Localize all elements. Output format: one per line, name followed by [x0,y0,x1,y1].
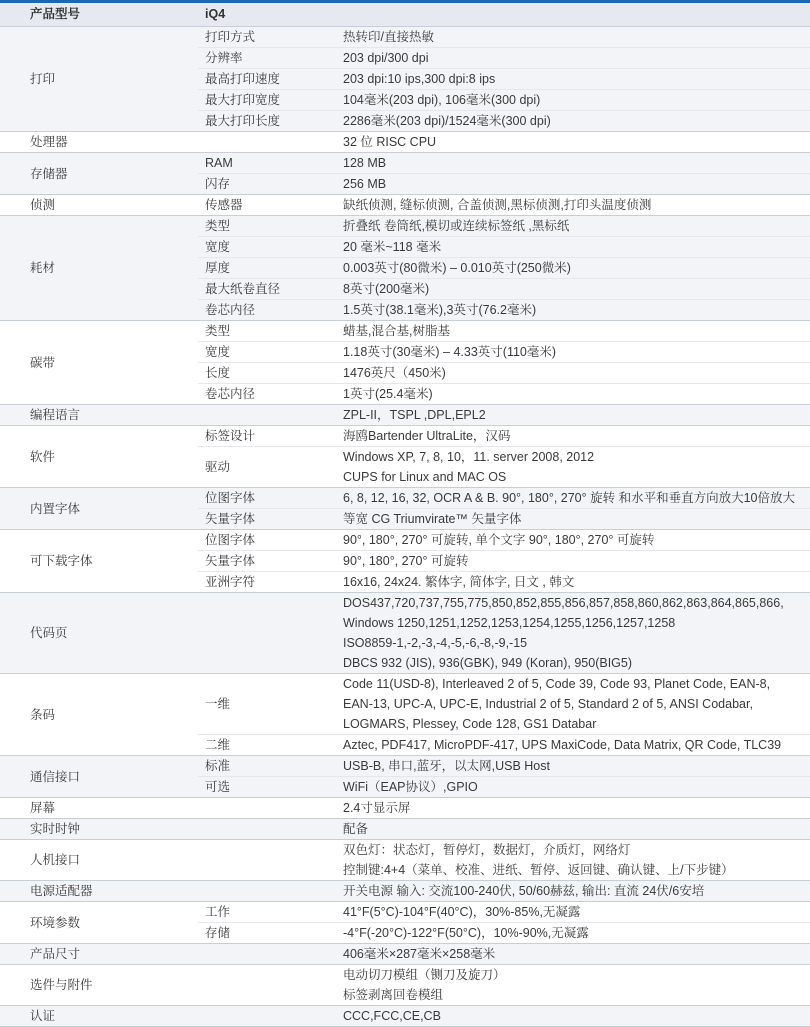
spec-value [336,572,810,593]
sub-label [198,132,336,153]
spec-row [0,426,810,447]
spec-row [0,216,810,237]
sub-label: 最高打印速度 [198,69,336,90]
spec-value [336,488,810,509]
spec-value-line: 6, 8, 12, 16, 32, OCR A & B. 90°, 180°, 270° 旋转 和水平和垂直方向放大10倍放大 [343,491,795,505]
sub-label: 最大纸卷直径 [198,279,336,300]
spec-value [336,923,810,944]
spec-row [0,965,810,1006]
category-label: 屏幕 [0,798,198,819]
spec-value [336,551,810,572]
spec-value-line: 203 dpi/300 dpi [343,51,429,65]
spec-row [0,840,810,881]
sub-label [198,405,336,426]
sub-label: 分辨率 [198,48,336,69]
spec-row [0,488,810,509]
category-label: 环境参数 [0,902,198,944]
spec-value [336,69,810,90]
spec-value [336,965,810,1006]
spec-value [336,363,810,384]
spec-row [0,1006,810,1027]
sub-label [198,944,336,965]
category-label: 打印 [0,27,198,132]
sub-label: 工作 [198,902,336,923]
spec-value-line: 1476英尺（450米) [343,366,446,380]
sub-label [198,840,336,881]
category-label: 侦测 [0,195,198,216]
spec-value-line: 热转印/直接热敏 [343,30,434,44]
spec-value [336,509,810,530]
spec-table [0,3,810,1027]
header-model: iQ4 [198,3,336,27]
sub-label: 厚度 [198,258,336,279]
spec-value [336,195,810,216]
spec-value [336,384,810,405]
sub-label: 驱动 [198,447,336,488]
spec-value [336,674,810,735]
spec-value-line: 41°F(5°C)-104°F(40°C)，30%-85%,无凝露 [343,905,581,919]
spec-value-line: 203 dpi:10 ips,300 dpi:8 ips [343,72,496,86]
spec-value-line: Code 11(USD-8), Interleaved 2 of 5, Code 39, Code 93, Planet Code, EAN-8, [343,677,771,691]
spec-value [336,300,810,321]
sub-label: 闪存 [198,174,336,195]
category-label: 编程语言 [0,405,198,426]
spec-value-line: 等宽 CG Triumvirate™ 矢量字体 [343,512,522,526]
spec-value-line: 蜡基,混合基,树脂基 [343,324,450,338]
sub-label: RAM [198,153,336,174]
spec-value [336,426,810,447]
spec-value [336,258,810,279]
spec-value-line: 406毫米×287毫米×258毫米 [343,947,496,961]
spec-row [0,195,810,216]
spec-value-line: 标签剥离回卷模组 [343,988,444,1002]
spec-value-line: 配备 [343,822,369,836]
sub-label: 宽度 [198,237,336,258]
spec-value [336,735,810,756]
spec-value-line: 8英寸(200毫米) [343,282,430,296]
spec-row [0,674,810,735]
spec-value [336,819,810,840]
spec-row [0,593,810,674]
spec-value [336,447,810,488]
header-row [0,3,810,27]
spec-value-line: 104毫米(203 dpi), 106毫米(300 dpi) [343,93,541,107]
spec-value-line: 90°, 180°, 270° 可旋转 [343,554,469,568]
category-label: 选件与附件 [0,965,198,1006]
sub-label: 传感器 [198,195,336,216]
spec-value-line: DBCS 932 (JIS), 936(GBK), 949 (Koran), 950(BIG5) [343,656,633,670]
spec-row [0,881,810,902]
spec-value-line: 90°, 180°, 270° 可旋转, 单个文字 90°, 180°, 270° 可旋转 [343,533,655,547]
spec-value-line: ISO8859-1,-2,-3,-4,-5,-6,-8,-9,-15 [343,636,528,650]
category-label: 人机接口 [0,840,198,881]
sub-label: 宽度 [198,342,336,363]
spec-value [336,321,810,342]
sub-label: 打印方式 [198,27,336,48]
sub-label: 位图字体 [198,488,336,509]
spec-value-line: CCC,FCC,CE,CB [343,1009,441,1023]
spec-value-line: ZPL-II，TSPL ,DPL,EPL2 [343,408,486,422]
spec-value-line: 20 毫米~118 毫米 [343,240,442,254]
spec-value-line: 16x16, 24x24. 繁体字, 简体字, 日文 , 韩文 [343,575,575,589]
sub-label: 二维 [198,735,336,756]
category-label: 处理器 [0,132,198,153]
category-label: 碳带 [0,321,198,405]
spec-value-line: 折叠纸 卷筒纸,模切或连续标签纸 ,黑标纸 [343,219,570,233]
category-label: 软件 [0,426,198,488]
sub-label: 类型 [198,321,336,342]
spec-row [0,27,810,48]
sub-label: 最大打印长度 [198,111,336,132]
sub-label: 卷芯内径 [198,300,336,321]
spec-value [336,944,810,965]
spec-value-line: LOGMARS, Plessey, Code 128, GS1 Databar [343,717,597,731]
category-label: 耗材 [0,216,198,321]
spec-value [336,405,810,426]
spec-row [0,819,810,840]
sub-label: 长度 [198,363,336,384]
spec-value [336,90,810,111]
sub-label: 存储 [198,923,336,944]
spec-value [336,593,810,674]
spec-row [0,405,810,426]
spec-value-line: 1英寸(25.4毫米) [343,387,433,401]
spec-value [336,902,810,923]
spec-value [336,530,810,551]
spec-value-line: 缺纸侦测, 缝标侦测, 合盖侦测,黑标侦测,打印头温度侦测 [343,198,652,212]
category-label: 条码 [0,674,198,756]
sub-label: 标签设计 [198,426,336,447]
sub-label: 一维 [198,674,336,735]
spec-value-line: WiFi（EAP协议）,GPIO [343,780,478,794]
category-label: 通信接口 [0,756,198,798]
spec-value [336,153,810,174]
category-label: 认证 [0,1006,198,1027]
header-label: 产品型号 [0,3,198,27]
spec-value-line: 1.18英寸(30毫米) – 4.33英寸(110毫米) [343,345,557,359]
category-label: 可下载字体 [0,530,198,593]
sub-label [198,819,336,840]
spec-value [336,111,810,132]
spec-row [0,902,810,923]
sub-label [198,965,336,1006]
category-label: 内置字体 [0,488,198,530]
spec-value [336,174,810,195]
spec-value-line: 双色灯：状态灯，暂停灯，数据灯，介质灯，网络灯 [343,843,631,857]
sub-label: 标准 [198,756,336,777]
category-label: 代码页 [0,593,198,674]
sub-label [198,798,336,819]
spec-value-line: Aztec, PDF417, MicroPDF-417, UPS MaxiCode, Data Matrix, QR Code, TLC39 [343,738,782,752]
spec-value-line: USB-B, 串口,蓝牙，以太网,USB Host [343,759,550,773]
category-label: 存储器 [0,153,198,195]
spec-value-line: 1.5英寸(38.1毫米),3英寸(76.2毫米) [343,303,537,317]
category-label: 产品尺寸 [0,944,198,965]
sub-label [198,881,336,902]
spec-value-line: -4°F(-20°C)-122°F(50°C)，10%-90%,无凝露 [343,926,589,940]
sub-label: 位图字体 [198,530,336,551]
spec-value-line: 256 MB [343,177,387,191]
spec-value-line: Windows 1250,1251,1252,1253,1254,1255,1256,1257,1258 [343,616,676,630]
spec-value [336,216,810,237]
spec-value [336,881,810,902]
spec-row [0,132,810,153]
spec-value [336,27,810,48]
spec-value-line: DOS437,720,737,755,775,850,852,855,856,857,858,860,862,863,864,865,866, [343,596,784,610]
spec-value [336,48,810,69]
sub-label: 可选 [198,777,336,798]
spec-row [0,321,810,342]
spec-row [0,756,810,777]
spec-value-line: 控制键:4+4（菜单、校准、进纸、暂停、返回键、确认键、上/下步键） [343,863,734,877]
spec-value [336,777,810,798]
spec-value [336,798,810,819]
spec-value-line: 海鸥Bartender UltraLite，汉码 [343,429,511,443]
spec-value-line: 电动切刀模组（铡刀及旋刀） [343,968,506,982]
category-label: 实时时钟 [0,819,198,840]
spec-row [0,798,810,819]
sub-label: 类型 [198,216,336,237]
spec-value [336,279,810,300]
sub-label: 矢量字体 [198,551,336,572]
sub-label: 亚洲字符 [198,572,336,593]
spec-row [0,530,810,551]
spec-value-line: EAN-13, UPC-A, UPC-E, Industrial 2 of 5, Standard 2 of 5, ANSI Codabar, [343,697,753,711]
spec-value-line: 128 MB [343,156,387,170]
sub-label: 矢量字体 [198,509,336,530]
spec-value-line: CUPS for Linux and MAC OS [343,470,507,484]
category-label: 电源适配器 [0,881,198,902]
spec-value-line: 2.4寸显示屏 [343,801,411,815]
spec-value-line: Windows XP, 7, 8, 10，11. server 2008, 2012 [343,450,595,464]
sub-label [198,593,336,674]
spec-row [0,153,810,174]
spec-value [336,132,810,153]
spec-value [336,1006,810,1027]
spec-value [336,840,810,881]
spec-value-line: 32 位 RISC CPU [343,135,437,149]
spec-value [336,237,810,258]
spec-value-line: 0.003英寸(80微米) – 0.010英寸(250微米) [343,261,571,275]
spec-value [336,756,810,777]
spec-value-line: 2286毫米(203 dpi)/1524毫米(300 dpi) [343,114,551,128]
sub-label [198,1006,336,1027]
spec-value [336,342,810,363]
spec-value-line: 开关电源 输入: 交流100-240伏, 50/60赫兹, 输出: 直流 24伏/6安培 [343,884,705,898]
spec-row [0,944,810,965]
sub-label: 卷芯内径 [198,384,336,405]
sub-label: 最大打印宽度 [198,90,336,111]
